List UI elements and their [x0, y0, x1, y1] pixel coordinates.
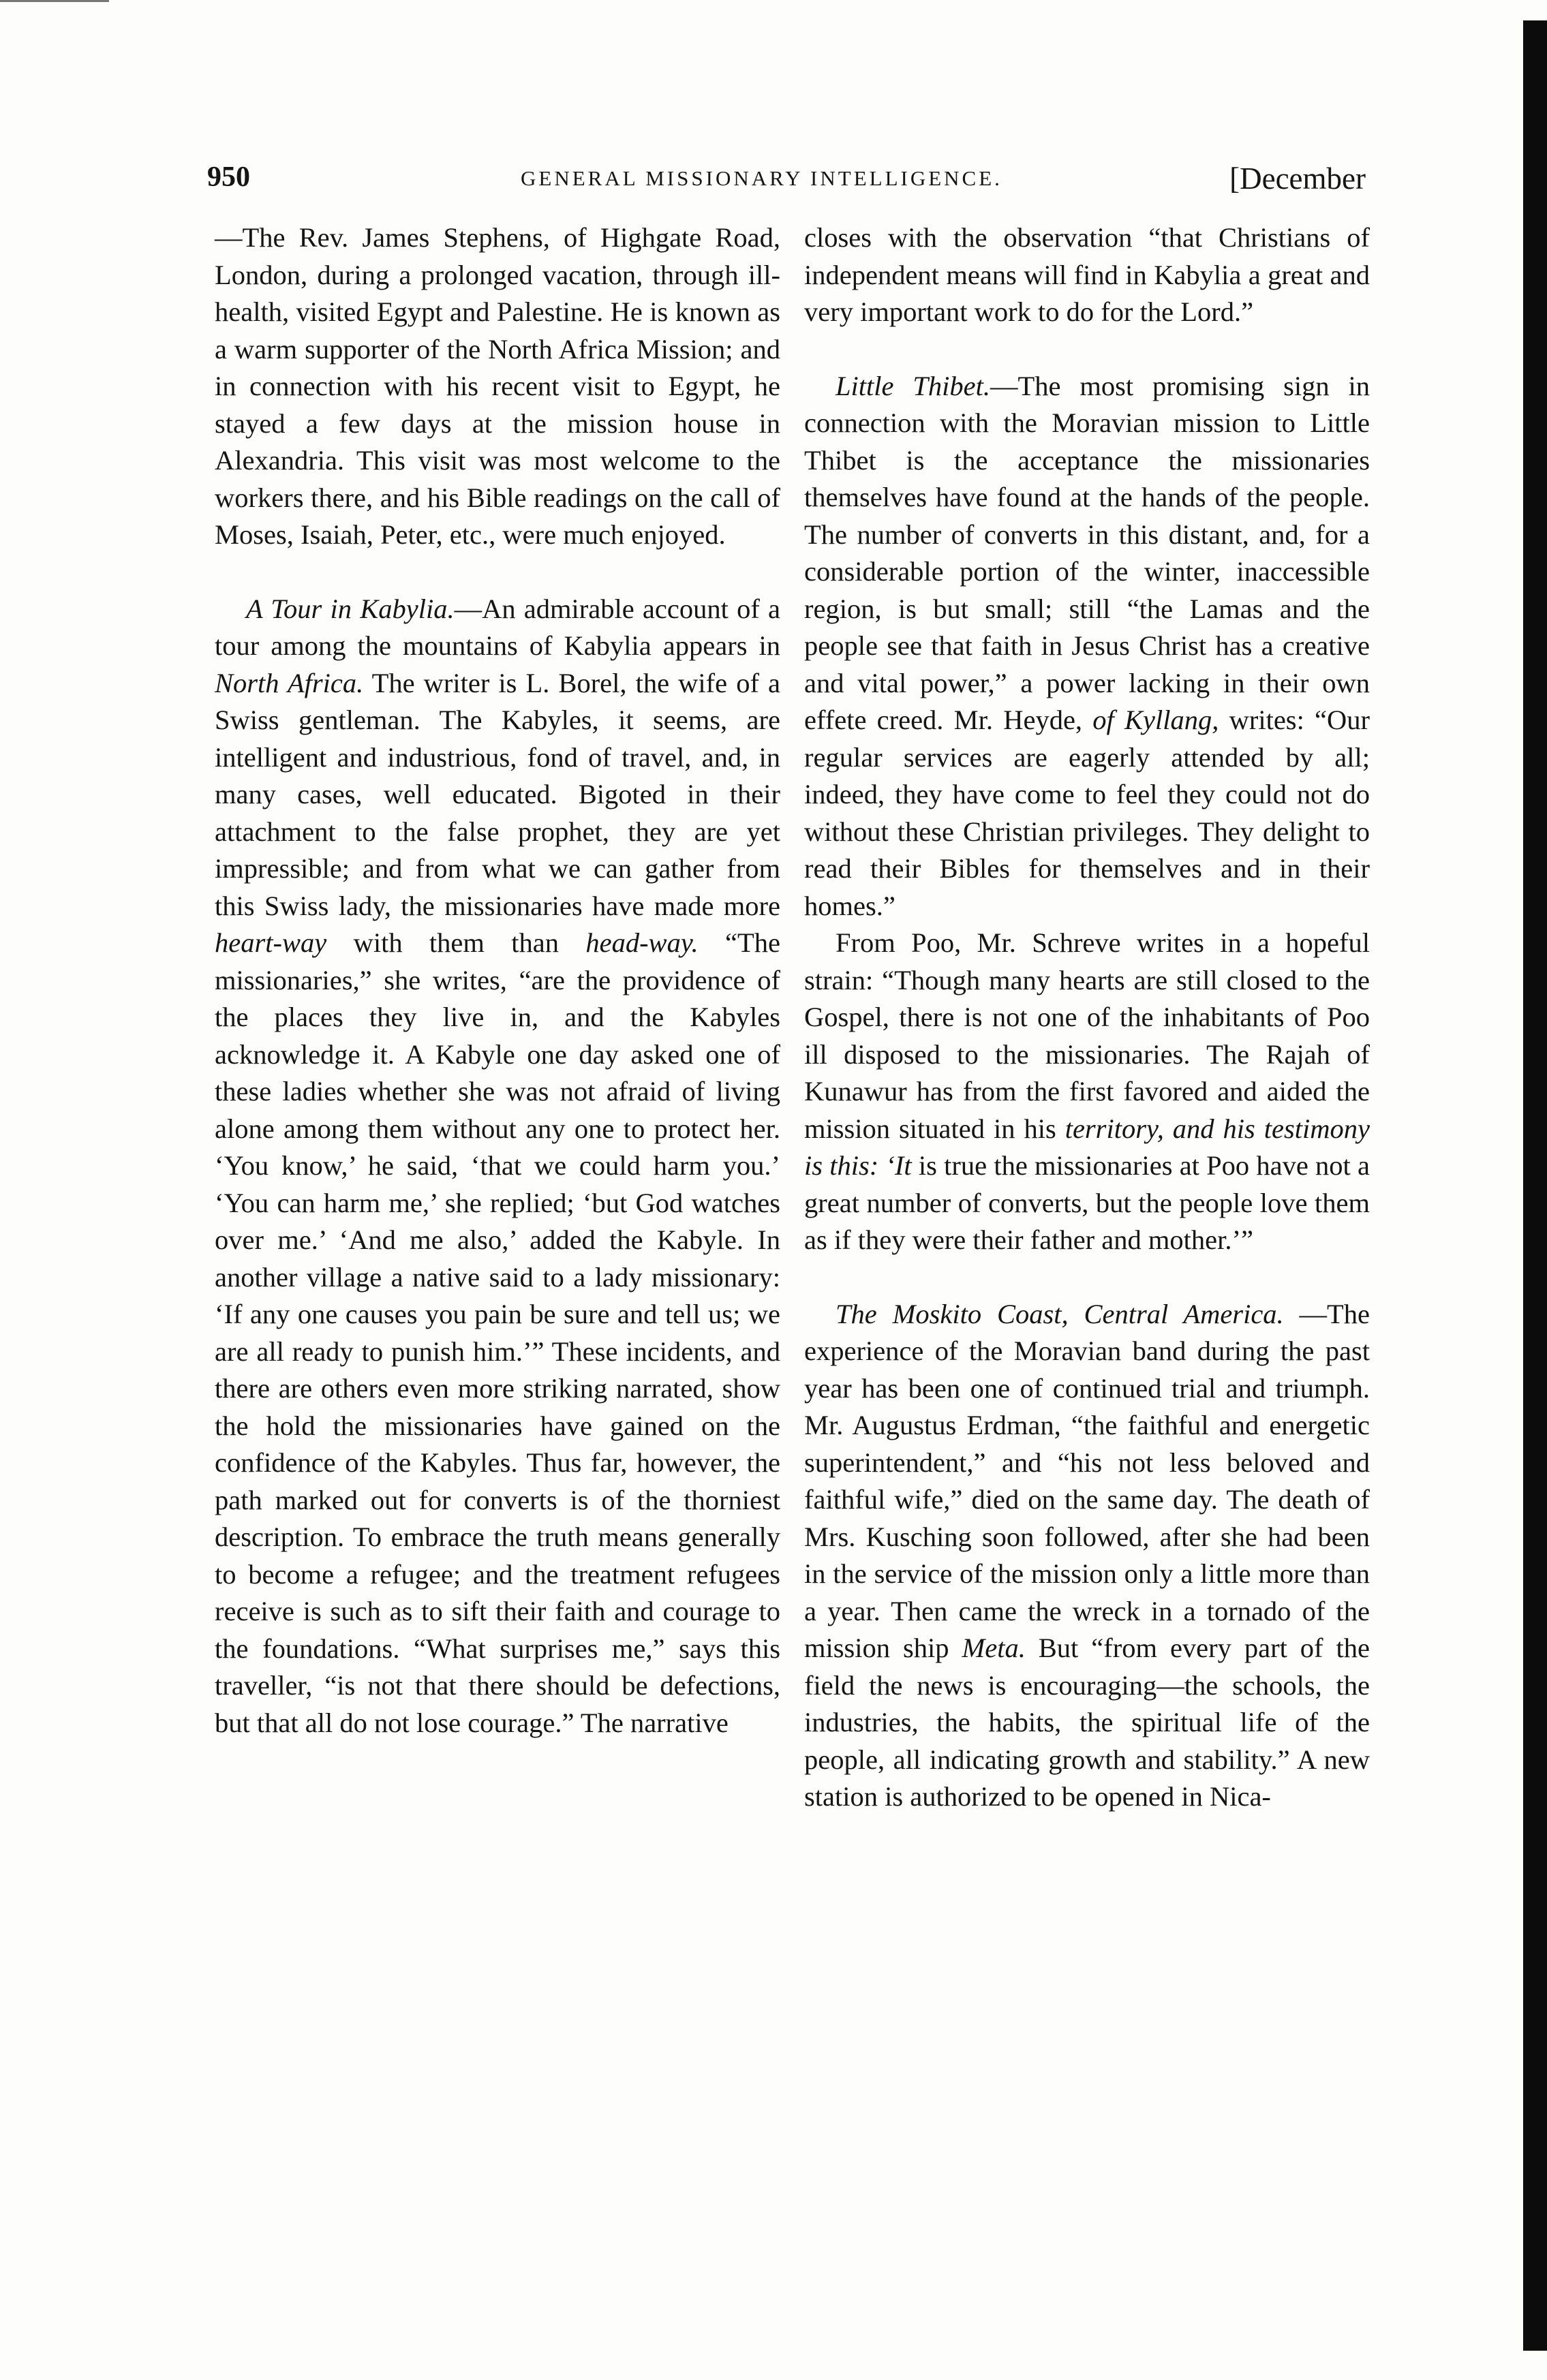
kabylia-text-b: The writer is L. Borel, the wife of a Swiss gentleman. The Kabyles, it seems, are intelligent and industrious, fond of travel, and, in many cases, well educated. Bigoted in their attachment to the false prophet, they are yet impressible; and from what we can gather from this Swiss lady, the missionaries have made more [215, 667, 780, 921]
kabylia-text-c: with them than [326, 927, 586, 958]
kabylia-heading: A Tour in Kabylia. [246, 593, 455, 624]
poo-text-b: is true the missionaries at Poo have not a great number of converts, but the people love them as if they were their father and mother.’” [804, 1150, 1370, 1255]
running-head: GENERAL MISSIONARY INTELLIGENCE. [521, 166, 1002, 190]
journal-title: North Africa. [215, 667, 364, 698]
moskito-heading: The Moskito Coast, Central America. [836, 1298, 1284, 1329]
ship-name: Meta. [962, 1633, 1026, 1663]
kabylia-paragraph [215, 591, 780, 1742]
poo-text-a: From Poo, Mr. Schreve writes in a hopeful strain: “Though many hearts are still closed to the Gospel, there is not one of the inhabitants of Poo ill disposed to the missionaries. The Rajah of Kunawur has from the first favored and aided the mission situated in his [804, 927, 1370, 1144]
thibet-heading: Little Thibet. [836, 370, 991, 401]
left-column [215, 219, 780, 1742]
page-number: 950 [207, 161, 250, 193]
thibet-paragraph [804, 368, 1370, 925]
scan-edge-mark [0, 0, 109, 7]
scan-binding-shadow [1523, 20, 1547, 2351]
thibet-text-a: —The most promising sign in connection with the Moravian mission to Little Thibet is the acceptance the missionaries themselves have found at the hands of the people. The number of converts in this distant, and, for a considerable portion of the winter, inaccessible region, is but small; still “the Lamas and the people see that faith in Jesus Christ has a creative and vital power,” a power lacking in their own effete creed. Mr. Heyde, [804, 370, 1370, 735]
thibet-text-b: writes: “Our regular services are eagerly attended by all; indeed, they have come to feel they could not do without these Christian privileges. They delight to read their Bibles for themselves and in their homes.” [804, 705, 1370, 921]
section-month: [December [1229, 161, 1366, 196]
kabylia-text-d: “The missionaries,” she writes, “are the providence of the places they live in, and the Kabyles acknowledge it. A Kabyle one day asked one of these ladies whether she was not afraid of living alone among them without any one to protect her. ‘You know,’ he said, ‘that we could harm you.’ ‘You can harm me,’ she replied; ‘but God watches over me.’ ‘And me also,’ added the Kabyle. In another village a native said to a lady missionary: ‘If any one causes you pain be sure and tell us; we are all ready to punish him.’” These incidents, and there are others even more striking narrated, show the hold the missionaries have gained on the confidence of the Kabyles. Thus far, however, the path marked out for converts is of the thorniest description. To embrace the truth means generally to become a refugee; and the treatment refugees receive is such as to sift their faith and courage to the foundations. “What surprises me,” says this traveller, “is not that there should be defections, but that all do not lose courage.” The narrative [215, 927, 780, 1738]
right-column [804, 219, 1370, 1816]
heart-way-term: heart-way [215, 927, 327, 958]
poo-paragraph [804, 925, 1370, 1259]
kabylia-closing-paragraph: closes with the observation “that Christians of independent means will find in Kabylia a great and very important work to do for the Lord.” [804, 222, 1370, 327]
moskito-text-a: —The experience of the Moravian band during the past year has been one of continued trial and triumph. Mr. Augustus Erdman, “the faithful and energetic superintendent,” and “his not less beloved and faithful wife,” died on the same day. The death of Mrs. Kusching soon followed, after she had been in the service of the mission only a little more than a year. Then came the wreck in a tornado of the mission ship [804, 1298, 1370, 1663]
stephens-paragraph: —The Rev. James Stephens, of Highgate Road, London, during a prolonged vacation, through ill-health, visited Egypt and Palestine. He is known as a warm supporter of the North Africa Mission; and in connection with his recent visit to Egypt, he stayed a few days at the mission house in Alexandria. This visit was most welcome to the workers there, and his Bible readings on the call of Moses, Isaiah, Peter, etc., were much enjoyed. [215, 222, 780, 550]
kyllang-place: of Kyllang, [1092, 705, 1219, 735]
kabylia-text-a: —An admirable account of a tour among the mountains of Kabylia appears in [215, 593, 781, 661]
moskito-text-b: But “from every part of the field the news is encouraging—the schools, the industries, the habits, the spiritual life of the people, all indicating growth and stability.” A new station is authorized to be opened in Nica- [804, 1633, 1370, 1812]
moskito-paragraph [804, 1296, 1370, 1816]
poo-italic-text: territory, and his testimony is this: ‘It [804, 1113, 1370, 1181]
page-header [207, 161, 1366, 208]
head-way-term: head-way. [585, 927, 699, 958]
